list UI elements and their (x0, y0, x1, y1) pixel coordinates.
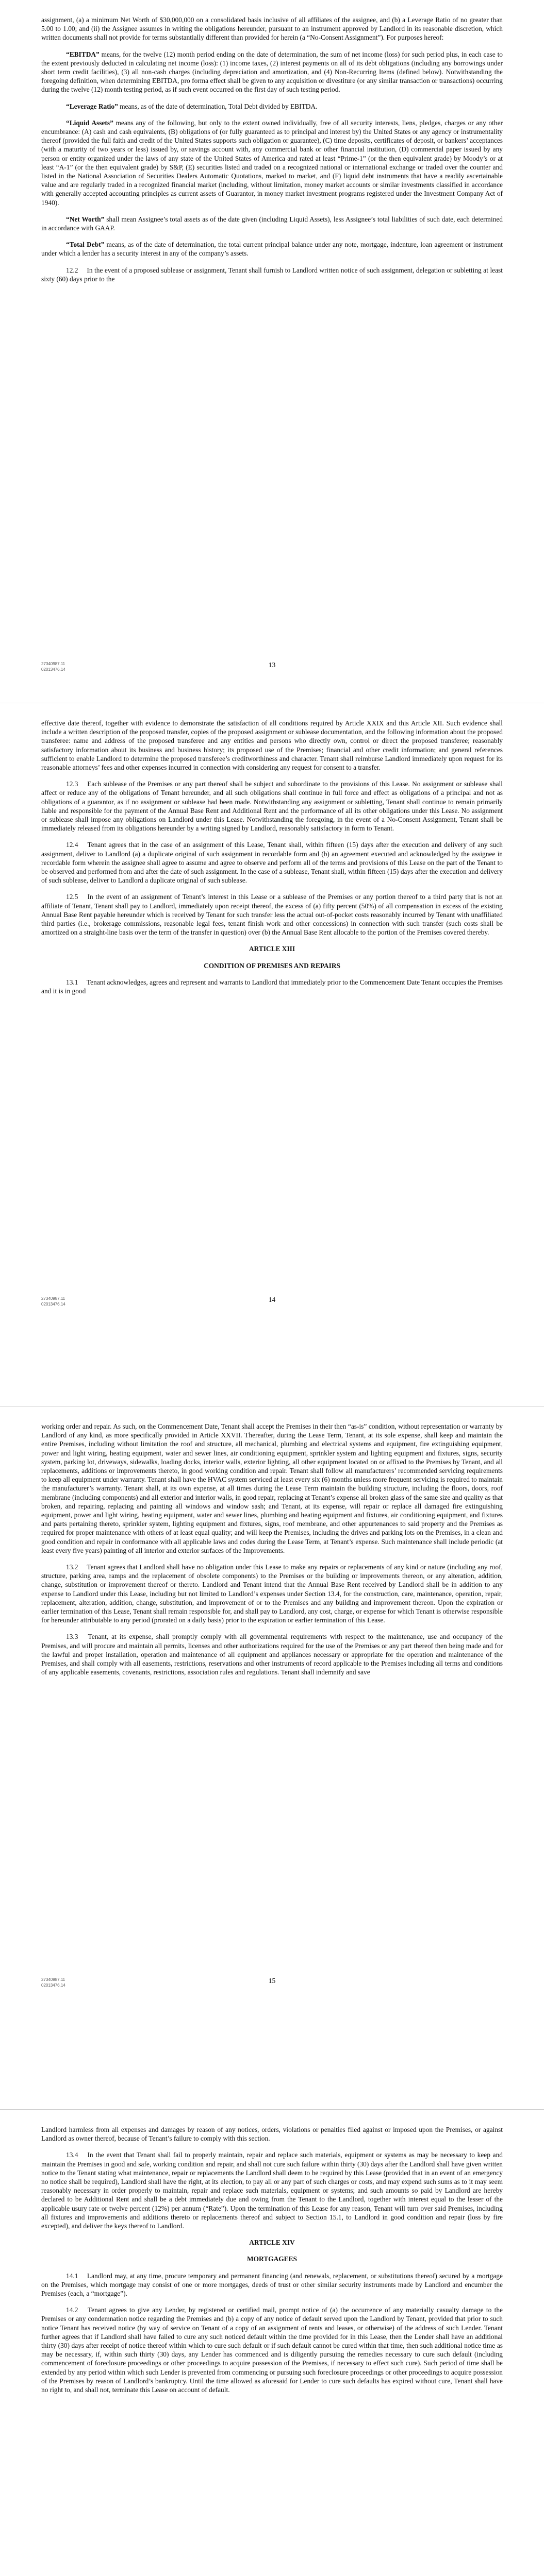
document-id: 27340987.11 (41, 1977, 65, 1982)
page-footer (41, 1296, 503, 1316)
section-paragraph: 14.1 Landlord may, at any time, procure temporary and permanent financing (and renewals, replacement, or substitutions thereof) secured by a mortgage on the Premises, which mortgage may consist of one or more mortgages, deeds of trust or other similar security instruments made by Landlord and encumber the Premises (each, a “mortgage”). (41, 2272, 503, 2298)
defined-term: “Total Debt” (66, 241, 105, 249)
article-heading: CONDITION OF PREMISES AND REPAIRS (204, 961, 340, 970)
definition-paragraph (41, 240, 503, 258)
document-page (0, 703, 544, 1406)
page-footer (41, 661, 503, 682)
document-id: 02013476.14 (41, 1302, 65, 1307)
page-number: 15 (268, 1977, 276, 1985)
defined-term: “EBITDA” (66, 50, 100, 58)
definition-paragraph (41, 102, 503, 111)
definition-paragraph (41, 118, 503, 207)
page-body (41, 1422, 503, 1676)
definition-text: means any of the following, but only to the extent owned individually, free of all security interests, liens, pledges, charges or any other encumbrance: (A) cash and cash equivalents, (B) obligations of (or fully guaranteed as to principal and interest by) the United States or any agency or instrumentality thereof (provided the full faith and credit of the United States supports such obligation or guarantee), (C) time deposits, certificates of deposit, or bankers’ acceptances (with a maturity of two years or less) issued by, or savings account with, any commercial bank or other financial institution, (D) commercial paper issued by any person or entity organized under the laws of any state of the United States of America and rated at least “Prime-1” (or the then equivalent grade) by Moody’s or at least “A-1” (or the then equivalent grade) by S&P, (E) securities listed and traded on a recognized national or international exchange or traded over the counter and listed in the National Association of Securities Dealers Automatic Quotations, marked to market, and (F) liquid debt instruments that have a readily ascertainable value and are regularly traded in a recognized financial market (including, without limitation, money market accounts or similar investments classified in accordance with generally accepted accounting principles as current assets of Guarantor, in money market investment programs registered under the Investment Company Act of 1940). (41, 118, 503, 207)
article-heading: MORTGAGEES (247, 2255, 297, 2263)
section-paragraph: 13.1 Tenant acknowledges, agrees and represent and warrants to Landlord that immediately prior to the Commencement Date Tenant occupies the Premises and it is in good (41, 978, 503, 995)
page-footer (41, 1977, 503, 1997)
body-paragraph: assignment, (a) a minimum Net Worth of $30,000,000 on a consolidated basis inclusive of all affiliates of the assignee, and (b) a Leverage Ratio of no greater than 5.00 to 1.00; and (ii) the Assignee assumes in writing the obligations hereunder, pursuant to an instrument approved by Landlord in its reasonable discretion, which written documents shall not provide for terms substantially different than provided for herein (a “No-Consent Assignment”). For purposes hereof: (41, 16, 503, 42)
body-paragraph: effective date thereof, together with evidence to demonstrate the satisfaction of all conditions required by Article XXIX and this Article XII. Such evidence shall include a written description of the proposed transfer, copies of the proposed assignment or sublease documentation, and the following information about the proposed transferee: name and address of the proposed transferee and any entities and persons who directly own, control or direct the proposed transferee; reasonably satisfactory information about its business and business history; its proposed use of the Premises; financial and other credit information; and general references sufficient to enable Landlord to determine the proposed transferee’s creditworthiness and character. Tenant shall reimburse Landlord immediately upon request for its reasonable attorneys’ fees and other expenses incurred in connection with considering any request for consent to a transfer. (41, 719, 503, 772)
defined-term: “Leverage Ratio” (66, 102, 118, 110)
section-paragraph: 13.2 Tenant agrees that Landlord shall have no obligation under this Lease to make any repairs or replacements of any kind or nature (including any roof, structure, parking area, ramps and the replacement of obsolete components) to the Premises or the building or improvements thereon, or any alteration, addition, change, substitution or improvement thereof or thereto. Landlord and Tenant intend that the Annual Base Rent received by Landlord shall be in addition to any expense to Landlord under this Lease, including but not limited to Landlord’s expenses under Section 13.4, for the construction, care, maintenance, operation, repair, replacement, alteration, addition, change, substitution, and improvement of or to the Premises and any building and improvement thereon. Upon the expiration or earlier termination of this Lease, Tenant shall remain responsible for, and shall pay to Landlord, any cost, charge, or expense for which Tenant is otherwise responsible for hereunder attributable to any period (prorated on a daily basis) prior to the expiration or earlier termination of this Lease. (41, 1563, 503, 1624)
document-page (0, 2110, 544, 2576)
document-id-stamp (41, 661, 65, 672)
document-id: 02013476.14 (41, 1983, 65, 1988)
article-heading: ARTICLE XIII (249, 945, 295, 953)
defined-term: “Net Worth” (66, 215, 105, 223)
page-body (41, 719, 503, 995)
page-body (41, 2125, 503, 2394)
definition-paragraph (41, 215, 503, 232)
document-id: 27340987.11 (41, 1296, 65, 1301)
definition-text: shall mean Assignee’s total assets as of the date given (including Liquid Assets), less Assignee’s total liabilities of such date, each determined in accordance with GAAP. (41, 215, 503, 232)
document-id-stamp (41, 1977, 65, 1988)
definition-text: means, as of the date of determination, Total Debt divided by EBITDA. (118, 102, 318, 110)
page-number: 14 (268, 1296, 276, 1303)
section-paragraph: 12.3 Each sublease of the Premises or any part thereof shall be subject and subordinate to the provisions of this Lease. No assignment or sublease shall affect or reduce any of the obligations of Tenant hereunder, and all such obligations shall continue in full force and effect as obligations of a principal and not as obligations of a guarantor, as if no assignment or sublease had been made. Notwithstanding any assignment or subletting, Tenant shall continue to remain primarily liable and responsible for the payment of the Annual Base Rent and Additional Rent and the performance of all its other obligations under this Lease. No assignment or sublease shall impose any obligations on Landlord under this Lease. Notwithstanding the foregoing, in the event of a No-Consent Assignment, Tenant shall be immediately released from its obligations hereunder by a writing signed by Landlord, reasonably satisfactory in form to Tenant. (41, 780, 503, 833)
definition-text: means, for the twelve (12) month period ending on the date of determination, the sum of net income (loss) for such period plus, in each case to the extent previously deducted in calculating net income (loss): (1) income taxes, (2) interest payments on all of its debt obligations (including any borrowings under short term credit facilities), (3) all non-cash charges (including depreciation and amortization, and (4) Non-Recurring Items (defined below). Notwithstanding the foregoing definition, when determining EBITDA, pro forma effect shall be given to any acquisition or divestiture (or any similar transaction or transactions) occurring during the twelve (12) month testing period, as if such event occurred on the first day of such testing period. (41, 50, 503, 94)
body-paragraph: working order and repair. As such, on the Commencement Date, Tenant shall accept the Premises in their then “as-is” condition, without representation or warranty by Landlord of any kind, as more specifically provided in Article XXVII. Thereafter, during the Lease Term, Tenant, at its sole expense, shall keep and maintain the entire Premises, including without limitation the roof and structure, all mechanical, plumbing and electrical systems and equipment, fire extinguishing equipment, power and light wiring, heating equipment, water and sewer lines, air conditioning equipment, sprinkler system and lighting equipment and fixtures, signs, security system, parking lot, driveways, sidewalks, loading docks, interior walls, exterior lighting, all other equipment located on or affixed to the Premises by Tenant, and all replacements, additions or improvements thereto, in good working condition and repair. Tenant shall follow all manufacturers’ recommended servicing requirements to keep all equipment under warranty. Tenant shall have the HVAC system serviced at least every six (6) months unless more frequent servicing is required to maintain the manufacturer’s warranty. Tenant shall, at its own expense, at all times during the Lease Term maintain the building structure, including the floors, doors, roof membrane (including components) and all exterior and interior walls, in good repair, replacing at Tenant’s expense all broken glass of the same size and quality as that broken, and repairing, replacing and painting all windows and window sash; and Tenant, at its expense, will repair or replace all damaged fire extinguishing equipment, power and light wiring, heating equipment, water and sewer lines, plumbing and heating equipment and fixtures, air conditioning equipment, and fixtures and parts pertaining thereto, sprinkler system, lighting equipment and fixtures, signs, roof membrane, and other appurtenances to said property and the Premises as required for proper maintenance with others of at least equal quality; and will keep the Premises, including the drives and parking lots on the Premises, in a clean and good condition and repair in conformance with all applicable laws and codes during the Lease Term, at Tenant’s expense. Such maintenance shall include periodic (at least every five years) painting of all interior and exterior surfaces of the Improvements. (41, 1422, 503, 1554)
document-page (0, 1406, 544, 2110)
section-paragraph: 12.4 Tenant agrees that in the case of an assignment of this Lease, Tenant shall, within fifteen (15) days after the execution and delivery of any such assignment, deliver to Landlord (a) a duplicate original of such assignment in recordable form and (b) an agreement executed and acknowledged by the assignee in recordable form wherein the assignee shall agree to assume and agree to observe and perform all of the terms and provisions of this Lease on the part of the Tenant to be observed and performed from and after the date of such assignment. In the case of a sublease, Tenant shall, within fifteen (15) days after the execution and delivery of such sublease, deliver to Landlord a duplicate original of such sublease. (41, 841, 503, 885)
body-paragraph: Landlord harmless from all expenses and damages by reason of any notices, orders, violations or penalties filed against or imposed upon the Premises, or against Landlord as owner thereof, because of Tenant’s failure to comply with this section. (41, 2126, 503, 2143)
page-number: 13 (268, 661, 276, 669)
document-page (0, 0, 544, 703)
article-heading: ARTICLE XIV (249, 2239, 295, 2247)
definition-paragraph (41, 50, 503, 94)
document-id: 02013476.14 (41, 667, 65, 672)
section-paragraph: 12.5 In the event of an assignment of Tenant’s interest in this Lease or a sublease of the Premises or any portion thereof to a third party that is not an affiliate of Tenant, Tenant shall pay to Landlord, immediately upon receipt thereof, the excess of (a) fifty percent (50%) of all compensation in excess of the existing Annual Base Rent payable hereunder which is received by Tenant for such transfer less the actual out-of-pocket costs reasonably incurred by Tenant with unaffiliated third parties (i.e., brokerage commissions, reasonable legal fees, tenant finish work and other concessions) in connection with such transfer (such costs shall be amortized on a straight-line basis over the term of the transfer in question) over (b) the Annual Base Rent allocable to the portion of the Premises covered thereby. (41, 893, 503, 937)
document-id-stamp (41, 1296, 65, 1307)
definition-text: means, as of the date of determination, the total current principal balance under any note, mortgage, indenture, loan agreement or instrument under which a lender has a security interest in any of the company’s assets. (41, 241, 503, 258)
section-paragraph: 13.4 In the event that Tenant shall fail to properly maintain, repair and replace such materials, equipment or systems as may be necessary to keep and maintain the Premises in good and safe, working condition and repair, and shall not cure such failure within thirty (30) days after the Landlord shall have given written notice to the Tenant stating what maintenance, repair or replacements the Landlord shall deem to be required by this Lease (provided that in an event of an emergency no notice shall be required), Landlord shall have the right, at its election, to pay all or any part of such charges or costs, and may expend such sums as to it may seem reasonably necessary in order properly to maintain, repair and replace such materials, equipment or systems; and such amounts so paid by Landlord are hereby declared to be Additional Rent and shall be a debt immediately due and owing from the Tenant to the Landlord, together with interest equal to the lesser of the applicable usury rate or twelve percent (12%) per annum (“Rate”). Upon the termination of this Lease for any reason, Tenant will turn over said Premises, including all fixtures and improvements and additions thereto or replacements thereof and subject to Section 15.1, to Landlord in good condition and repair (loss by fire excepted), and deliver the keys thereof to Landlord. (41, 2151, 503, 2230)
defined-term: “Liquid Assets” (66, 118, 113, 127)
document-id: 27340987.11 (41, 662, 65, 666)
page-body (41, 15, 503, 283)
section-paragraph: 13.3 Tenant, at its expense, shall promptly comply with all governmental requirements with respect to the maintenance, use and occupancy of the Premises, and will procure and maintain all permits, licenses and other authorizations required for the use of the Premises or any part thereof then being made and for the lawful and proper installation, operation and maintenance of all equipment and appliances necessary or appropriate for the operation and maintenance of the Premises, and shall comply with all easements, restrictions, reservations and other instruments of record applicable to the Premises including all terms and conditions of any applicable easements, covenants, restrictions, association rules and regulations. Tenant shall indemnify and save (41, 1633, 503, 1676)
section-paragraph: 14.2 Tenant agrees to give any Lender, by registered or certified mail, prompt notice of (a) the occurrence of any materially casualty damage to the Premises or any condemnation notice regarding the Premises and (b) a copy of any notice of default served upon the Landlord by Tenant, provided that prior to such notice Tenant has received notice (by way of service on Tenant of a copy of an assignment of rents and leases, or otherwise) of the address of such Lender. Tenant further agrees that if Landlord shall have failed to cure any such noticed default within the time provided for in this Lease, then the Lender shall have an additional thirty (30) days after receipt of notice thereof within which to cure such default or if such default cannot be cured within that time, then such additional notice time as may be necessary, if, within such thirty (30) days, any Lender has commenced and is diligently pursuing the remedies necessary to cure such default (including commencement of foreclosure proceedings or other proceedings to acquire possession of the Premises, if necessary to effect such cure). Such period of time shall be extended by any period within which such Lender is prevented from commencing or pursuing such foreclosure proceedings or other proceedings to acquire possession of the Premises by reason of Landlord’s bankruptcy. Until the time allowed as aforesaid for Lender to cure such defaults has expired without cure, Tenant shall have no right to, and shall not, terminate this Lease on account of default. (41, 2306, 503, 2394)
section-paragraph: 12.2 In the event of a proposed sublease or assignment, Tenant shall furnish to Landlord written notice of such assignment, delegation or subletting at least sixty (60) days prior to the (41, 266, 503, 283)
